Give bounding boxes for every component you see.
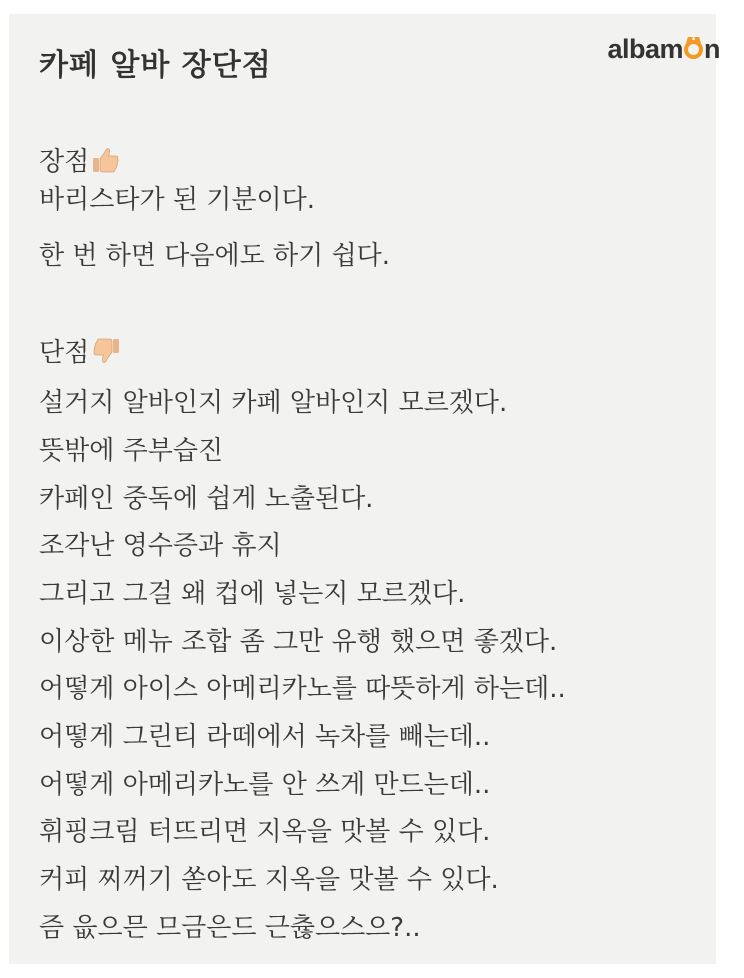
thumbs-down-icon bbox=[91, 336, 121, 366]
logo-text-m: m bbox=[659, 34, 683, 64]
thumbs-up-icon bbox=[91, 145, 121, 175]
logo-o-mark-icon bbox=[684, 40, 703, 59]
pros-line: 바리스타가 된 기분이다. bbox=[39, 185, 315, 215]
logo-text-alba: alba bbox=[607, 34, 660, 64]
pros-line: 한 번 하면 다음에도 하기 쉽다. bbox=[39, 241, 390, 271]
cons-line: 카페인 중독에 쉽게 노출된다. bbox=[39, 484, 374, 514]
cons-line: 어떻게 아메리카노를 안 쓰게 만드는데.. bbox=[39, 770, 491, 800]
logo-text-n: n bbox=[704, 34, 720, 64]
cons-line: 어떻게 아이스 아메리카노를 따뜻하게 하는데.. bbox=[39, 674, 566, 704]
document-card bbox=[9, 14, 720, 964]
cons-line: 어떻게 그린티 라떼에서 녹차를 빼는데.. bbox=[39, 722, 491, 752]
cons-line: 이상한 메뉴 조합 좀 그만 유행 했으면 좋겠다. bbox=[39, 627, 558, 657]
cons-line: 커피 찌꺼기 쏟아도 지옥을 맛볼 수 있다. bbox=[39, 865, 499, 895]
cons-line: 휘핑크림 터뜨리면 지옥을 맛볼 수 있다. bbox=[39, 817, 491, 847]
cons-line: 그리고 그걸 왜 컵에 넣는지 모르겠다. bbox=[39, 579, 466, 609]
cons-line: 뜻밖에 주부습진 bbox=[39, 436, 224, 466]
pros-heading bbox=[39, 145, 121, 179]
pros-heading-label: 장점 bbox=[39, 147, 90, 177]
cons-heading-label: 단점 bbox=[39, 338, 90, 368]
cons-line: 설거지 알바인지 카페 알바인지 모르겠다. bbox=[39, 388, 508, 418]
page-title: 카페 알바 장단점 bbox=[39, 48, 272, 83]
cons-heading bbox=[39, 336, 121, 370]
albamon-logo bbox=[607, 34, 720, 65]
cons-line: 즘 읎으믄 므금은드 근츊으스으?.. bbox=[39, 913, 421, 943]
cons-line: 조각난 영수증과 휴지 bbox=[39, 531, 282, 561]
